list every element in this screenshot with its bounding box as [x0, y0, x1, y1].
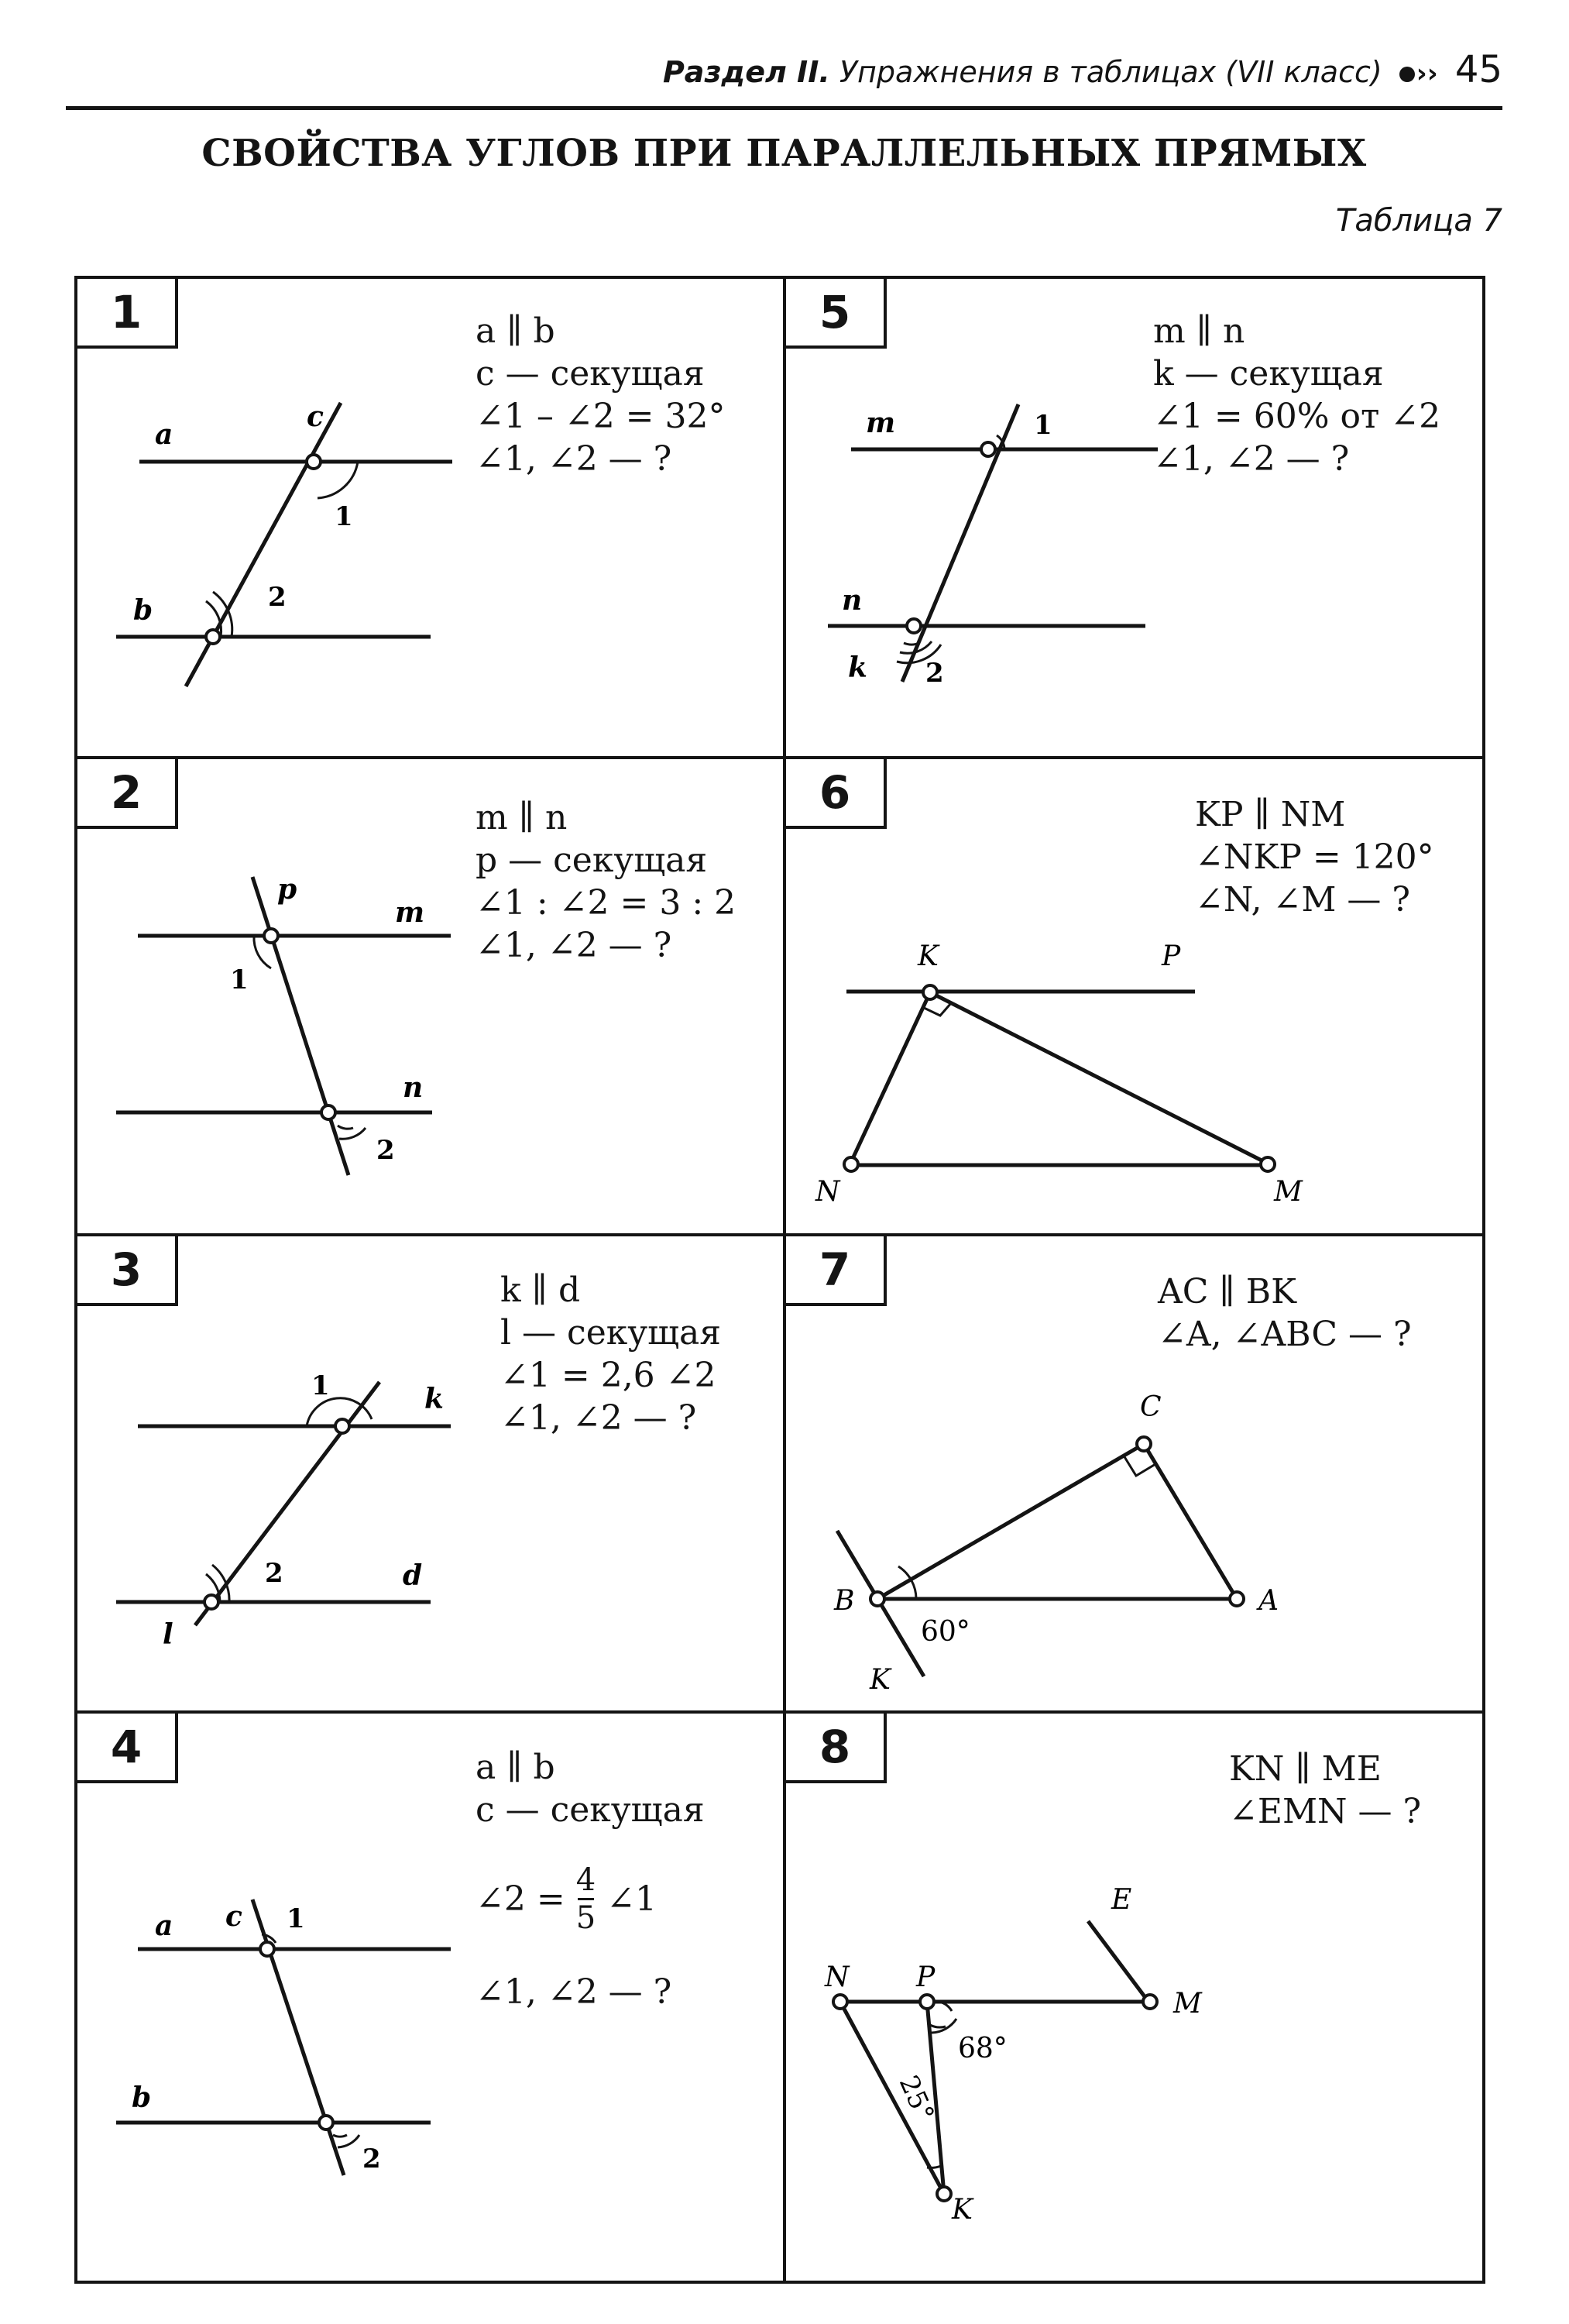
formula-line: [476, 1856, 657, 1941]
line-label-c: c: [225, 1900, 242, 1933]
angle-label-60: 60°: [921, 1616, 970, 1648]
chevron-icon: ››: [1416, 58, 1438, 89]
problem-6: [786, 759, 1482, 1233]
condition-line: ∠A, ∠ABC — ?: [1158, 1315, 1412, 1354]
point-label-c: C: [1140, 1391, 1162, 1423]
problem-number: 3: [77, 1236, 178, 1306]
problem-4: [77, 1714, 783, 2281]
angle-label-1: 1: [335, 501, 353, 532]
condition-line: a ∥ b: [476, 1748, 555, 1787]
angle-label-1: 1: [311, 1370, 330, 1401]
problem-conditions: [1195, 793, 1434, 921]
problem-2: [77, 759, 783, 1233]
point-label-p: P: [1162, 940, 1181, 972]
angle-label-2: 2: [925, 658, 944, 689]
running-header: [663, 48, 1502, 91]
problem-1: [77, 279, 783, 756]
condition-line: k ∥ d: [500, 1270, 581, 1310]
angle-label-25: 25°: [892, 2071, 940, 2126]
problem-8: [786, 1714, 1482, 2281]
point-label-e: E: [1111, 1884, 1132, 1916]
line-label-n: n: [842, 584, 863, 617]
condition-line: c — секущая: [476, 1790, 705, 1830]
condition-line: AC ∥ BK: [1158, 1272, 1296, 1312]
section-subtitle: Упражнения в таблицах (VII класс): [839, 55, 1382, 89]
page-number: 45: [1454, 48, 1502, 91]
angle-label-1: 1: [230, 964, 249, 995]
line-label-m: m: [395, 896, 425, 929]
problem-number: 1: [77, 279, 178, 349]
condition-line: ∠1 : ∠2 = 3 : 2: [476, 883, 736, 923]
line-label-p: p: [277, 873, 297, 906]
point-label-p: P: [916, 1961, 936, 1993]
section-name: Раздел II.: [662, 55, 830, 89]
condition-line: ∠1 = 2,6 ∠2: [500, 1356, 716, 1395]
line-label-k: k: [848, 651, 867, 684]
problem-7: [786, 1236, 1482, 1710]
line-label-k: k: [424, 1383, 444, 1415]
problem-number: 4: [77, 1714, 178, 1783]
point-label-a: A: [1258, 1585, 1279, 1617]
condition-line: c — секущая: [476, 354, 705, 394]
problem-conditions: [476, 310, 726, 480]
problem-number: 2: [77, 759, 178, 829]
point-label-k: K: [952, 2194, 973, 2226]
angle-label-2: 2: [362, 2144, 381, 2174]
line-label-n: n: [403, 1071, 424, 1104]
problem-conditions: [1229, 1748, 1421, 1833]
angle-label-1: 1: [287, 1903, 305, 1934]
angle-label-68: 68°: [958, 2033, 1008, 2064]
line-label-c: c: [307, 401, 324, 433]
condition-line: m ∥ n: [476, 798, 568, 837]
condition-line: ∠1, ∠2 — ?: [476, 439, 672, 479]
condition-line: KN ∥ ME: [1229, 1749, 1382, 1789]
fraction-denominator: 5: [575, 1899, 596, 1936]
condition-line: ∠1 = 60% от ∠2: [1153, 397, 1441, 436]
line-label-a: a: [155, 1910, 173, 1942]
line-label-a: a: [155, 418, 173, 451]
condition-line: a ∥ b: [476, 311, 555, 351]
condition-line: l — секущая: [500, 1313, 722, 1353]
point-label-b: B: [834, 1585, 855, 1617]
problem-conditions: [1153, 310, 1440, 480]
problem-number: 8: [786, 1714, 887, 1783]
line-label-l: l: [163, 1618, 173, 1651]
formula-lhs: ∠2 =: [476, 1879, 565, 1919]
point-label-k: K: [918, 940, 939, 972]
bullet-icon: [1399, 67, 1415, 82]
condition-line: ∠1, ∠2 — ?: [476, 926, 672, 965]
condition-line: ∠N, ∠M — ?: [1195, 880, 1411, 920]
table-label: Таблица 7: [1335, 203, 1502, 239]
condition-line: ∠1, ∠2 — ?: [476, 1972, 672, 2012]
fraction: [576, 1862, 596, 1936]
condition-line: p — секущая: [476, 841, 708, 880]
problem-conditions: [500, 1269, 721, 1439]
header-divider: [66, 106, 1502, 110]
point-label-k: K: [870, 1664, 891, 1696]
angle-label-2: 2: [268, 582, 287, 613]
problem-number: 5: [786, 279, 887, 349]
problem-question: [476, 1971, 671, 2013]
fraction-numerator: 4: [575, 1862, 596, 1898]
condition-line: ∠1 – ∠2 = 32°: [476, 397, 726, 436]
angle-label-2: 2: [376, 1135, 395, 1166]
point-label-n: N: [825, 1961, 850, 1993]
problem-conditions: [476, 1746, 705, 1831]
condition-line: m ∥ n: [1153, 311, 1245, 351]
angle-label-2: 2: [265, 1558, 283, 1589]
page-header: [66, 48, 1502, 110]
point-label-n: N: [815, 1176, 840, 1208]
problem-conditions: [476, 796, 736, 967]
point-label-m: M: [1274, 1176, 1303, 1208]
condition-line: ∠1, ∠2 — ?: [1153, 439, 1350, 479]
problem-number: 6: [786, 759, 887, 829]
problem-5: [786, 279, 1482, 756]
angle-label-1: 1: [1034, 410, 1052, 441]
page-title: СВОЙСТВА УГЛОВ ПРИ ПАРАЛЛЕЛЬНЫХ ПРЯМЫХ: [201, 132, 1367, 175]
condition-line: ∠EMN — ?: [1229, 1792, 1422, 1831]
condition-line: KP ∥ NM: [1195, 795, 1346, 834]
problem-3: [77, 1236, 783, 1710]
problem-number: 7: [786, 1236, 887, 1306]
line-label-b: b: [132, 2082, 152, 2114]
line-label-d: d: [403, 1559, 423, 1592]
problem-conditions: [1158, 1270, 1412, 1356]
line-label-b: b: [133, 594, 153, 627]
line-label-m: m: [866, 407, 896, 439]
formula-rhs: ∠1: [606, 1879, 657, 1919]
condition-line: k — секущая: [1153, 354, 1384, 394]
condition-line: ∠1, ∠2 — ?: [500, 1398, 697, 1438]
condition-line: ∠NKP = 120°: [1195, 837, 1434, 877]
point-label-m: M: [1173, 1988, 1202, 2020]
